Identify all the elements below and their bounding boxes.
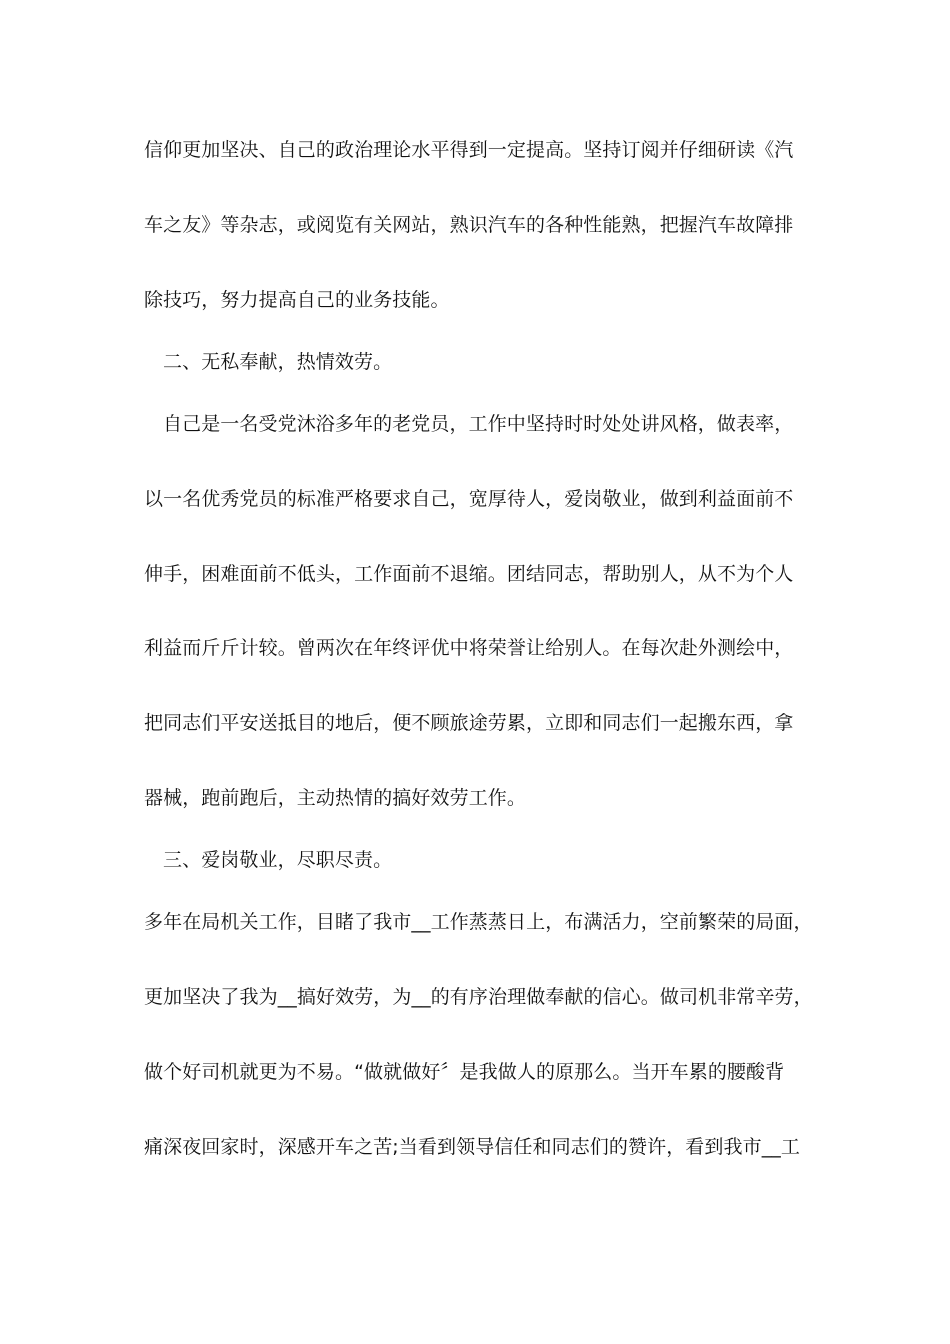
text-line: 除技巧，努力提高自己的业务技能。: [144, 289, 450, 311]
section-heading: 二、无私奉献，热情效劳。: [163, 351, 393, 373]
text-line: 信仰更加坚决、自己的政治理论水平得到一定提高。坚持订阅并仔细研读《汽: [144, 139, 794, 161]
text-line: 以一名优秀党员的标准严格要求自己，宽厚待人，爱岗敬业，做到利益面前不: [144, 488, 794, 510]
text-line: 把同志们平安送抵目的地后，便不顾旅途劳累，立即和同志们一起搬东西，拿: [144, 712, 794, 734]
text-line: 伸手，困难面前不低头，工作面前不退缩。团结同志，帮助别人，从不为个人: [144, 563, 794, 585]
text-line: 利益而斤斤计较。曾两次在年终评优中将荣誉让给别人。在每次赴外测绘中，: [144, 637, 794, 659]
text-line: 自己是一名受党沐浴多年的老党员，工作中坚持时时处处讲风格，做表率，: [163, 413, 794, 435]
text-line: 多年在局机关工作，目睹了我市__工作蒸蒸日上，布满活力，空前繁荣的局面，: [144, 911, 813, 933]
section-heading: 三、爱岗敬业，尽职尽责。: [163, 849, 393, 871]
text-line: 更加坚决了我为__搞好效劳，为__的有序治理做奉献的信心。做司机非常辛劳，: [144, 986, 813, 1008]
text-line: 做个好司机就更为不易。“做就做好〞是我做人的原那么。当开车累的腰酸背: [144, 1061, 785, 1083]
text-line: 车之友》等杂志，或阅览有关网站，熟识汽车的各种性能熟，把握汽车故障排: [144, 214, 794, 236]
text-line: 痛深夜回家时，深感开车之苦;当看到领导信任和同志们的赞许，看到我市__工: [144, 1136, 801, 1158]
text-line: 器械，跑前跑后，主动热情的搞好效劳工作。: [144, 787, 527, 809]
